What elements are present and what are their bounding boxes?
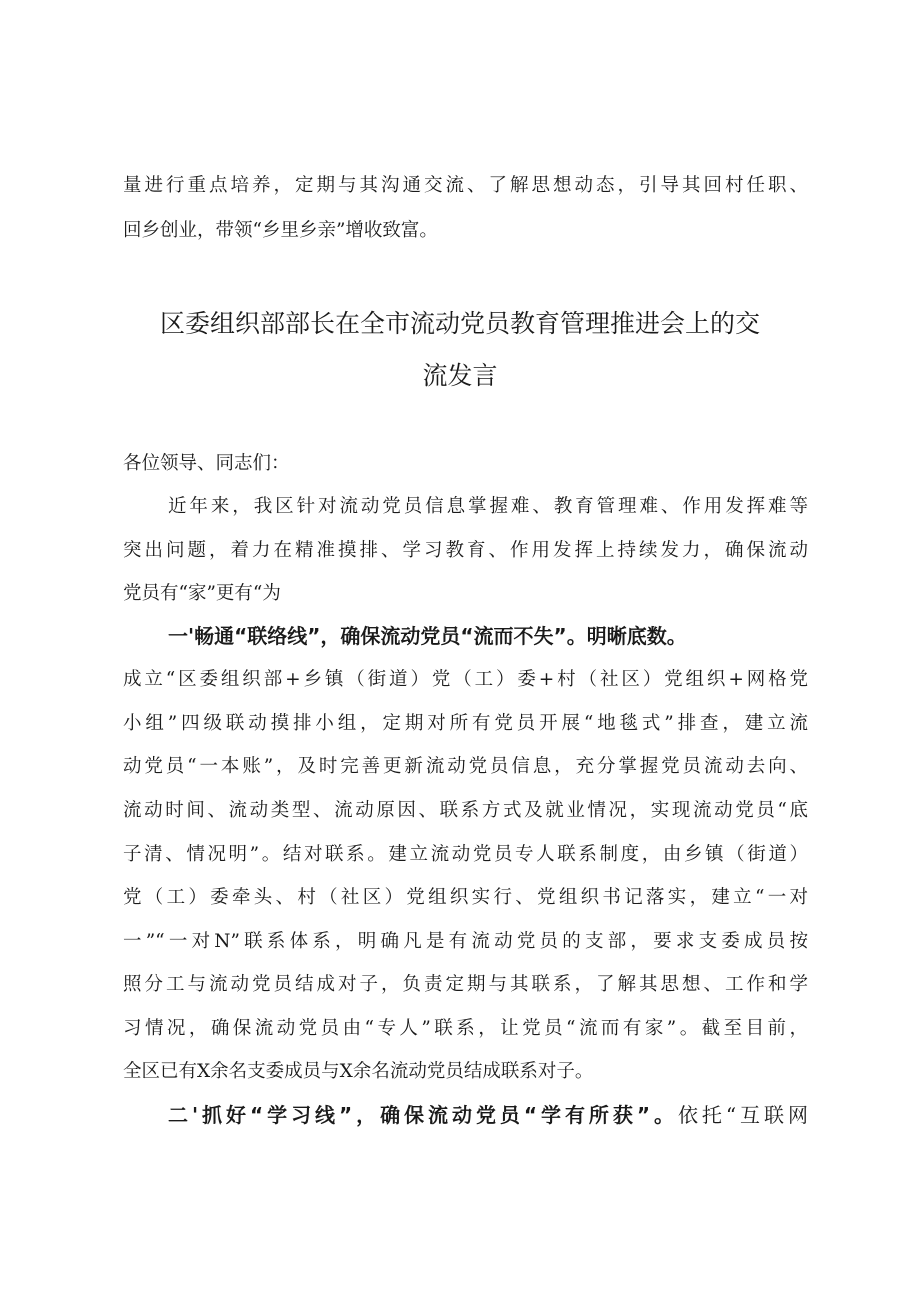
- section-1-line-9: 习情况，确保流动党员由“专人”联系，让党员“流而有家”。截至目前，: [123, 1018, 808, 1039]
- section-2-heading-rest: 依托“互联网: [677, 1103, 808, 1127]
- section-1-line-6: 党（工）委牵头、村（社区）党组织实行、党组织书记落实，建立“一对: [123, 887, 808, 908]
- salutation: 各位领导、同志们：: [123, 453, 290, 474]
- intro-line-2: 回乡创业，带领“乡里乡亲”增收致富。: [123, 220, 438, 241]
- section-1-heading: [168, 622, 808, 650]
- section-1-line-10: 全区已有X余名支委成员与X余名流动党员结成联系对子。: [123, 1061, 594, 1082]
- opening-line-1: 近年来，我区针对流动党员信息掌握难、教育管理难、作用发挥难等: [168, 496, 808, 517]
- section-1-line-5: 子清、情况明”。结对联系。建立流动党员专人联系制度，由乡镇（街道）: [123, 844, 808, 865]
- section-1-line-8: 照分工与流动党员结成对子，负责定期与其联系，了解其思想、工作和学: [123, 974, 808, 995]
- document-title-line-1: 区委组织部部长在全市流动党员教育管理推进会上的交: [159, 309, 760, 338]
- section-1-line-3: 动党员“一本账”，及时完善更新流动党员信息，充分掌握党员流动去向、: [123, 756, 808, 777]
- section-1-line-1: 成立“区委组织部+乡镇（街道）党（工）委+村（社区）党组织+网格党: [123, 669, 808, 690]
- opening-line-2: 突出问题，着力在精准摸排、学习教育、作用发挥上持续发力，确保流动: [123, 540, 808, 561]
- document-title-line-2: 流发言: [422, 361, 498, 390]
- section-2-heading: [168, 1101, 808, 1129]
- section-1-line-2: 小组”四级联动摸排小组，定期对所有党员开展“地毯式”排查，建立流: [123, 713, 808, 734]
- section-1-heading-text: 一'畅通“联络线”，确保流动党员“流而不失”。明晰底数。: [168, 624, 687, 648]
- intro-line-1: 量进行重点培养，定期与其沟通交流、了解思想动态，引导其回村任职、: [123, 175, 808, 196]
- section-1-line-7: 一”“一对N”联系体系，明确凡是有流动党员的支部，要求支委成员按: [123, 931, 808, 952]
- opening-line-3: 党员有“家”更有“为: [123, 583, 281, 604]
- section-1-line-4: 流动时间、流动类型、流动原因、联系方式及就业情况，实现流动党员“底: [123, 800, 808, 821]
- section-2-heading-bold: 二'抓好“学习线”，确保流动党员“学有所获”。: [168, 1103, 678, 1127]
